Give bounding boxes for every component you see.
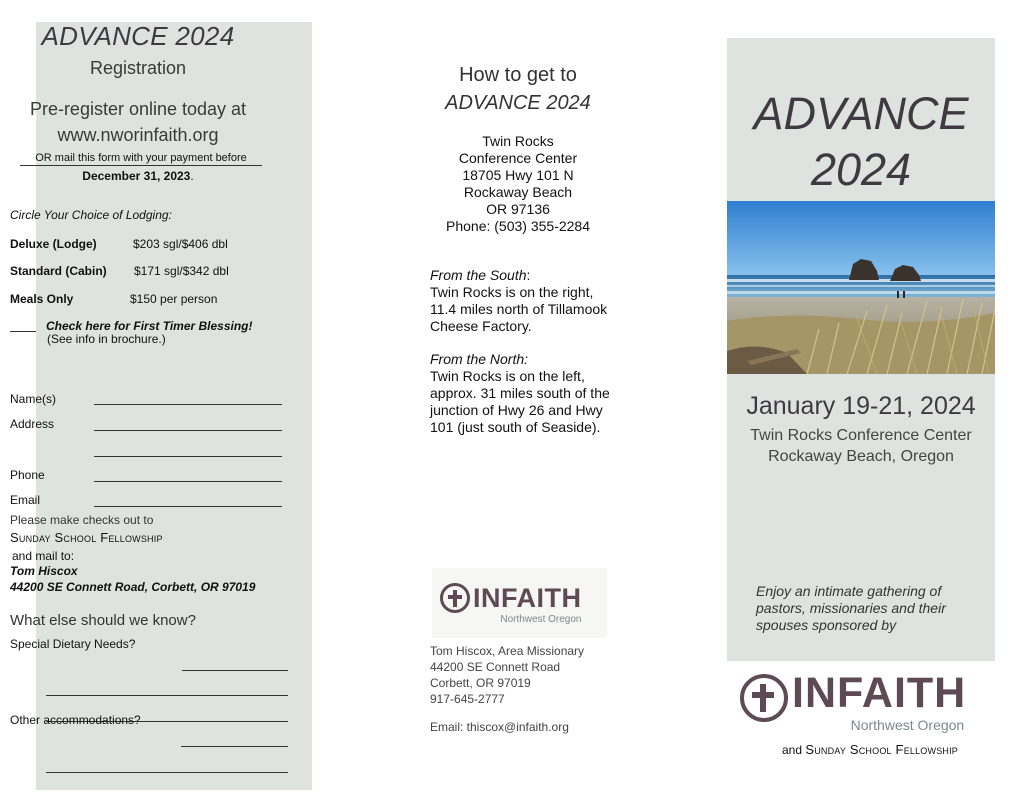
event-location xyxy=(727,425,995,467)
contact-line: Corbett, OR 97019 xyxy=(430,676,531,690)
infaith-logo-small xyxy=(432,568,607,638)
contact-line: 44200 SE Connett Road xyxy=(430,660,561,674)
cover-title-line: ADVANCE xyxy=(753,88,969,139)
phone-label: Phone xyxy=(10,468,45,482)
mail-address: 44200 SE Connett Road, Corbett, OR 97019 xyxy=(10,580,256,594)
lodging-name: Meals Only xyxy=(10,292,74,306)
first-timer-note: (See info in brochure.) xyxy=(47,332,166,346)
names-field[interactable] xyxy=(94,404,282,405)
event-dates: January 19-21, 2024 xyxy=(746,392,976,420)
email-label: Email xyxy=(10,493,41,507)
venue-phone: Phone: (503) 355-2284 xyxy=(446,218,590,234)
venue-address xyxy=(418,133,618,235)
dietary-field[interactable] xyxy=(182,670,288,671)
infaith-logo-large xyxy=(740,669,967,733)
directions-south xyxy=(430,267,615,335)
address-field[interactable] xyxy=(94,430,282,431)
email-field[interactable] xyxy=(94,506,282,507)
lodging-price: $203 sgl/$406 dbl xyxy=(133,237,228,251)
registration-subtitle: Registration xyxy=(89,58,187,78)
logo-subtitle: Northwest Oregon xyxy=(850,717,965,733)
logo-subtitle: Northwest Oregon xyxy=(500,614,582,625)
cover-title-year: 2024 xyxy=(810,144,912,195)
mail-name: Tom Hiscox xyxy=(10,564,78,578)
lodging-prompt: Circle Your Choice of Lodging: xyxy=(10,208,172,222)
logo-wordmark: INFAITH xyxy=(792,669,967,717)
south-colon: : xyxy=(526,267,531,283)
deadline-text xyxy=(0,169,276,183)
twin-rocks-photo xyxy=(727,201,995,374)
lodging-option-deluxe[interactable] xyxy=(10,237,228,251)
what-else-heading: What else should we know? xyxy=(10,612,196,629)
names-label: Name(s) xyxy=(10,392,57,406)
lodging-option-meals[interactable] xyxy=(10,292,218,306)
south-heading: From the South xyxy=(430,267,527,283)
venue-line: Twin Rocks xyxy=(482,133,554,149)
venue-line: Conference Center xyxy=(458,150,578,166)
lodging-name: Standard (Cabin) xyxy=(10,264,107,278)
payee-name: Sunday School Fellowship xyxy=(10,530,163,545)
mail-to-label: and mail to: xyxy=(12,549,75,563)
contact-line: Tom Hiscox, Area Missionary xyxy=(430,644,585,658)
or-mail-text: OR mail this form with your payment before xyxy=(20,152,262,166)
address-label: Address xyxy=(10,417,55,431)
dietary-label: Special Dietary Needs? xyxy=(10,637,136,651)
phone-field[interactable] xyxy=(94,481,282,482)
website-link[interactable]: www.nworinfaith.org xyxy=(57,125,219,145)
first-timer-checkbox[interactable] xyxy=(10,319,253,333)
location-line: Twin Rocks Conference Center xyxy=(750,427,972,444)
checks-instruction: Please make checks out to xyxy=(10,513,154,527)
south-text: Twin Rocks is on the right, 11.4 miles north of Tillamook Cheese Factory. xyxy=(430,284,608,334)
venue-line: 18705 Hwy 101 N xyxy=(462,167,574,183)
contact-phone: 917-645-2777 xyxy=(430,692,505,706)
other-accommodations-field[interactable] xyxy=(181,746,288,747)
cover-tagline: Enjoy an intimate gathering of pastors, missionaries and their spouses sponsored by xyxy=(756,583,946,633)
lodging-name: Deluxe (Lodge) xyxy=(10,237,97,251)
lodging-price: $171 sgl/$342 dbl xyxy=(134,264,229,278)
logo-wordmark: INFAITH xyxy=(473,583,582,613)
first-timer-label: Check here for First Timer Blessing! xyxy=(46,319,253,333)
dietary-field-line-2[interactable] xyxy=(46,695,288,696)
contact-email[interactable]: Email: thiscox@infaith.org xyxy=(430,720,569,734)
other-accommodations-field-line-2[interactable] xyxy=(46,772,288,773)
other-accommodations-label: Other accommodations? xyxy=(10,713,141,727)
directions-north xyxy=(430,351,615,436)
preregister-line: Pre-register online today at xyxy=(29,99,247,119)
lodging-option-standard[interactable] xyxy=(10,264,229,278)
directions-event-name: ADVANCE 2024 xyxy=(445,92,591,114)
cover-title xyxy=(727,86,995,198)
missionary-contact xyxy=(430,643,584,707)
location-line: Rockaway Beach, Oregon xyxy=(768,448,954,465)
cosponsor-name: Sunday School Fellowship xyxy=(805,742,959,757)
preregister-text xyxy=(0,96,276,148)
registration-title: ADVANCE 2024 xyxy=(41,21,235,51)
deadline-period: . xyxy=(190,169,194,183)
checkbox-blank[interactable] xyxy=(10,331,36,332)
venue-line: OR 97136 xyxy=(486,201,550,217)
north-text: Twin Rocks is on the left, approx. 31 miles south of the junction of Hwy 26 and Hwy 101 (just south of Seaside). xyxy=(430,368,610,435)
lodging-price: $150 per person xyxy=(130,292,218,306)
cross-circle-icon xyxy=(440,583,470,613)
cosponsor-line xyxy=(740,742,1000,757)
cross-circle-icon xyxy=(740,674,788,722)
deadline-date: December 31, 2023 xyxy=(82,169,191,183)
venue-line: Rockaway Beach xyxy=(463,184,573,200)
address-field-line-2[interactable] xyxy=(94,456,282,457)
cosponsor-and: and xyxy=(781,743,802,757)
directions-heading: How to get to xyxy=(459,64,577,86)
north-heading: From the North: xyxy=(430,351,529,367)
